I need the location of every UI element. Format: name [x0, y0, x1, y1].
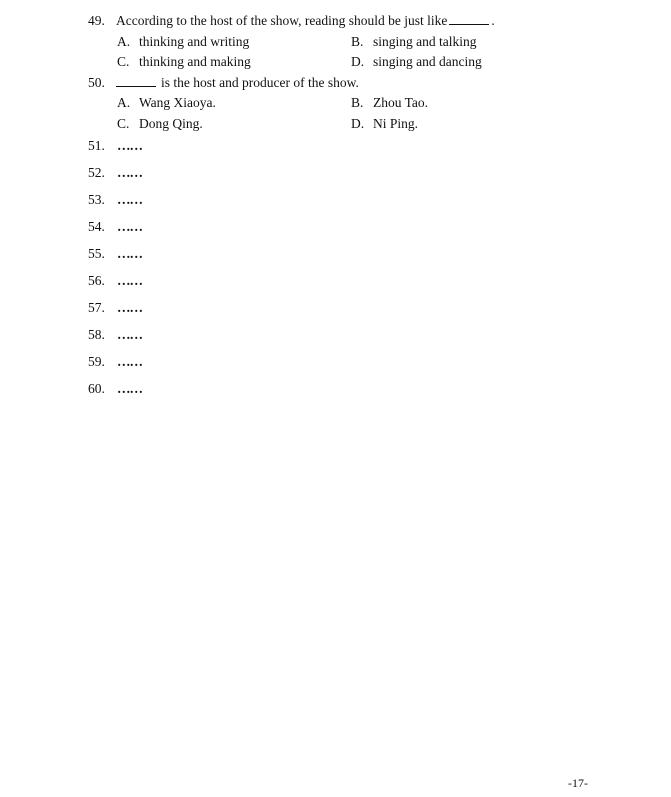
option-text: Dong Qing. — [139, 116, 203, 131]
ellipsis-placeholder: …… — [117, 354, 142, 369]
question-number: 52. — [88, 165, 105, 180]
question-number: 58. — [88, 327, 105, 342]
question-number: 50. — [88, 75, 105, 90]
option-letter: D. — [351, 116, 365, 131]
question-number: 55. — [88, 246, 105, 261]
option-letter: C. — [117, 116, 130, 131]
question-58 — [88, 327, 116, 343]
question-51 — [88, 138, 116, 154]
option-c — [117, 54, 251, 70]
question-52 — [88, 165, 116, 181]
option-letter: B. — [351, 34, 364, 49]
question-number: 60. — [88, 381, 105, 396]
ellipsis-placeholder: …… — [117, 300, 142, 315]
question-number: 54. — [88, 219, 105, 234]
answer-blank — [116, 74, 156, 87]
question-57 — [88, 300, 116, 316]
ellipsis-placeholder: …… — [117, 192, 142, 207]
question-number: 51. — [88, 138, 105, 153]
option-a — [117, 34, 249, 50]
option-a — [117, 95, 216, 111]
option-letter: A. — [117, 95, 131, 110]
option-letter: D. — [351, 54, 365, 69]
option-text: thinking and writing — [139, 34, 250, 49]
ellipsis-placeholder: …… — [117, 327, 142, 342]
question-stem: According to the host of the show, reading should be just like — [116, 13, 448, 28]
option-b — [351, 95, 428, 111]
question-56 — [88, 273, 116, 289]
option-d — [351, 116, 418, 132]
question-60 — [88, 381, 116, 397]
question-number: 57. — [88, 300, 105, 315]
ellipsis-placeholder: …… — [117, 165, 142, 180]
option-text: singing and dancing — [373, 54, 482, 69]
question-end-punct: . — [491, 13, 495, 28]
question-49 — [88, 12, 495, 29]
option-d — [351, 54, 482, 70]
question-number: 49. — [88, 13, 105, 28]
option-text: thinking and making — [139, 54, 251, 69]
question-54 — [88, 219, 116, 235]
ellipsis-placeholder: …… — [117, 273, 142, 288]
option-text: Zhou Tao. — [373, 95, 429, 110]
ellipsis-placeholder: …… — [117, 219, 142, 234]
question-stem: is the host and producer of the show. — [161, 75, 359, 90]
ellipsis-placeholder: …… — [117, 138, 142, 153]
ellipsis-placeholder: …… — [117, 381, 142, 396]
option-letter: B. — [351, 95, 364, 110]
page-number: -17- — [568, 776, 588, 790]
question-55 — [88, 246, 116, 262]
question-number: 56. — [88, 273, 105, 288]
option-text: Wang Xiaoya. — [139, 95, 216, 110]
option-c — [117, 116, 203, 132]
option-letter: C. — [117, 54, 130, 69]
question-59 — [88, 354, 116, 370]
option-letter: A. — [117, 34, 131, 49]
question-number: 59. — [88, 354, 105, 369]
answer-blank — [449, 12, 489, 25]
question-53 — [88, 192, 116, 208]
ellipsis-placeholder: …… — [117, 246, 142, 261]
option-text: Ni Ping. — [373, 116, 419, 131]
option-b — [351, 34, 477, 50]
option-text: singing and talking — [373, 34, 477, 49]
question-number: 53. — [88, 192, 105, 207]
question-50 — [88, 74, 359, 91]
